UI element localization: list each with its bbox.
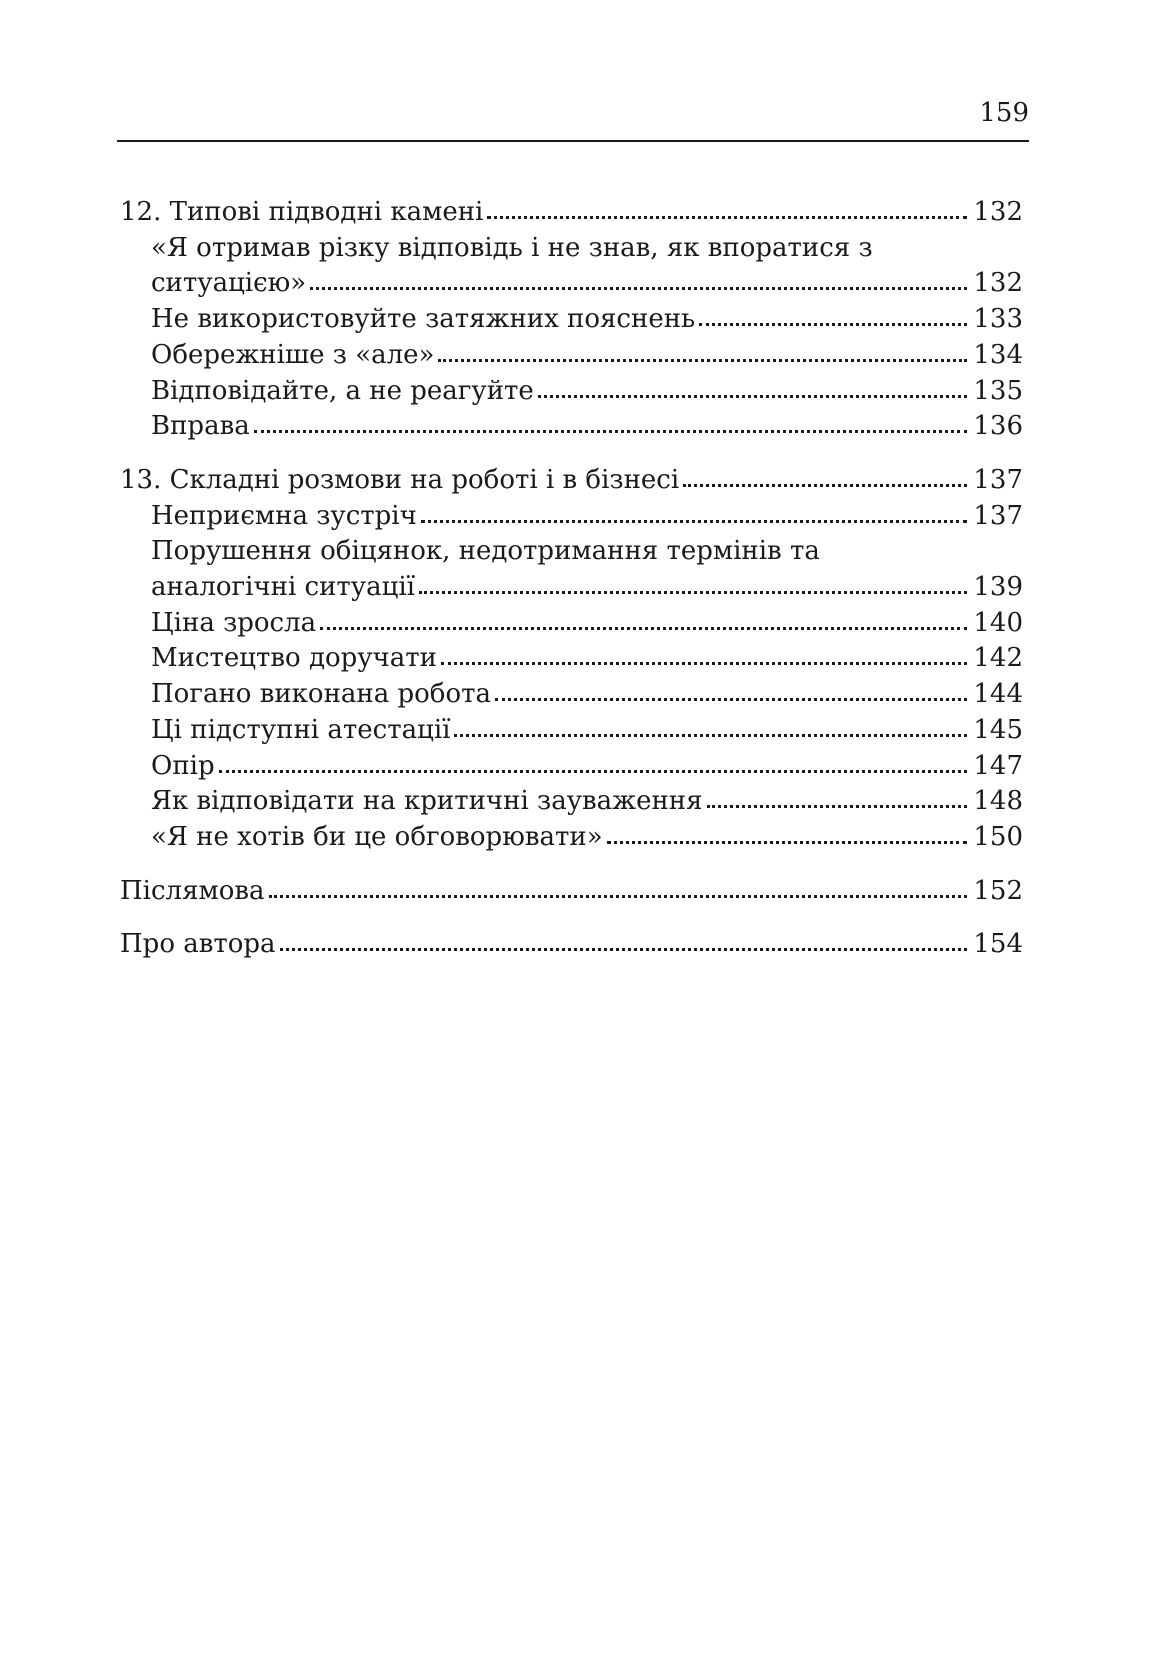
dot-leader — [280, 942, 968, 951]
toc-entry-title: Відповідайте, а не реагуйте — [151, 375, 534, 406]
toc-entry-title-line1[interactable]: «Я отримав різку відповідь і не знав, як впоратися з — [151, 232, 873, 263]
toc-entry-title: Післямова — [120, 875, 265, 906]
dot-leader — [441, 656, 967, 665]
toc-entry-title: Ці підступні атестації — [151, 714, 451, 745]
toc-chapter-12 — [120, 195, 1023, 445]
toc-entry-page: 137 — [973, 500, 1023, 531]
toc-entry-title: Обережніше з «але» — [151, 339, 435, 370]
toc-entry-page: 139 — [973, 572, 1023, 603]
toc-entry[interactable] — [120, 713, 1023, 749]
toc-entry-page: 142 — [973, 643, 1023, 674]
dot-leader — [454, 728, 967, 737]
toc-entry-page: 140 — [973, 607, 1023, 638]
toc-entry-page: 144 — [973, 679, 1023, 710]
toc-entry-chapter[interactable] — [120, 874, 1023, 910]
toc-entry[interactable] — [120, 570, 1023, 606]
dot-leader — [269, 889, 968, 898]
toc-entry-title: ситуацією» — [151, 268, 307, 299]
dot-leader — [607, 835, 968, 844]
toc-entry-title: Неприємна зустріч — [151, 500, 417, 531]
toc-about-author — [120, 927, 1023, 963]
toc-entry-chapter[interactable] — [120, 927, 1023, 963]
toc-entry-chapter[interactable] — [120, 195, 1023, 231]
toc-entry-page: 136 — [973, 411, 1023, 442]
toc-entry-page: 134 — [973, 339, 1023, 370]
dot-leader — [419, 585, 967, 594]
toc-entry-page: 132 — [973, 197, 1023, 227]
toc-entry-chapter[interactable] — [120, 463, 1023, 499]
dot-leader — [683, 478, 967, 487]
toc-entry[interactable] — [120, 374, 1023, 410]
toc-entry-title-line1[interactable]: Порушення обіцянок, недотримання термінів та — [151, 536, 820, 567]
toc-entry-title: аналогічні ситуації — [151, 572, 415, 603]
toc-entry[interactable] — [120, 641, 1023, 677]
toc-entry-title: Мистецтво доручати — [151, 643, 437, 674]
toc-entry-title: Не використовуйте затяжних пояснень — [151, 304, 696, 335]
dot-leader — [421, 514, 968, 523]
toc-entry-page: 132 — [973, 268, 1023, 299]
table-of-contents — [120, 195, 1023, 981]
dot-leader — [310, 281, 967, 290]
toc-entry-page: 133 — [973, 304, 1023, 335]
dot-leader — [254, 424, 968, 433]
toc-entry-title: «Я не хотів би це обговорювати» — [151, 821, 603, 852]
toc-entry[interactable] — [120, 338, 1023, 374]
toc-entry-page: 150 — [973, 821, 1023, 852]
toc-entry-page: 148 — [973, 786, 1023, 817]
dot-leader — [495, 692, 967, 701]
dot-leader — [320, 621, 967, 630]
toc-entry-title: Опір — [151, 750, 215, 781]
dot-leader — [538, 389, 968, 398]
toc-entry-title: Як відповідати на критичні зауваження — [151, 786, 703, 817]
toc-entry-page: 135 — [973, 375, 1023, 406]
toc-entry[interactable] — [120, 499, 1023, 535]
toc-entry[interactable] — [120, 266, 1023, 302]
toc-entry-page: 137 — [973, 464, 1023, 495]
toc-entry[interactable] — [120, 749, 1023, 785]
toc-entry[interactable] — [120, 409, 1023, 445]
toc-entry-title: Про автора — [120, 929, 276, 960]
toc-entry-page: 152 — [973, 875, 1023, 906]
toc-entry-title: 13. Складні розмови на роботі і в бізнесі — [120, 464, 680, 495]
dot-leader — [707, 799, 968, 808]
dot-leader — [219, 764, 968, 773]
toc-entry-title: Ціна зросла — [151, 607, 317, 638]
toc-entry-title: 12. Типові підводні камені — [120, 197, 484, 227]
dot-leader — [438, 353, 967, 362]
toc-entry[interactable] — [120, 302, 1023, 338]
toc-entry[interactable] — [120, 820, 1023, 856]
page-header — [117, 98, 1029, 142]
dot-leader — [487, 210, 967, 219]
toc-entry-page: 145 — [973, 714, 1023, 745]
toc-entry-title: Вправа — [151, 411, 250, 442]
page-number: 159 — [979, 98, 1029, 128]
toc-entry-page: 147 — [973, 750, 1023, 781]
toc-chapter-13 — [120, 463, 1023, 856]
toc-entry[interactable] — [120, 606, 1023, 642]
toc-entry[interactable] — [120, 677, 1023, 713]
toc-entry-page: 154 — [973, 929, 1023, 960]
toc-entry[interactable] — [120, 784, 1023, 820]
toc-entry-title: Погано виконана робота — [151, 679, 491, 710]
toc-afterword — [120, 874, 1023, 910]
dot-leader — [699, 317, 967, 326]
